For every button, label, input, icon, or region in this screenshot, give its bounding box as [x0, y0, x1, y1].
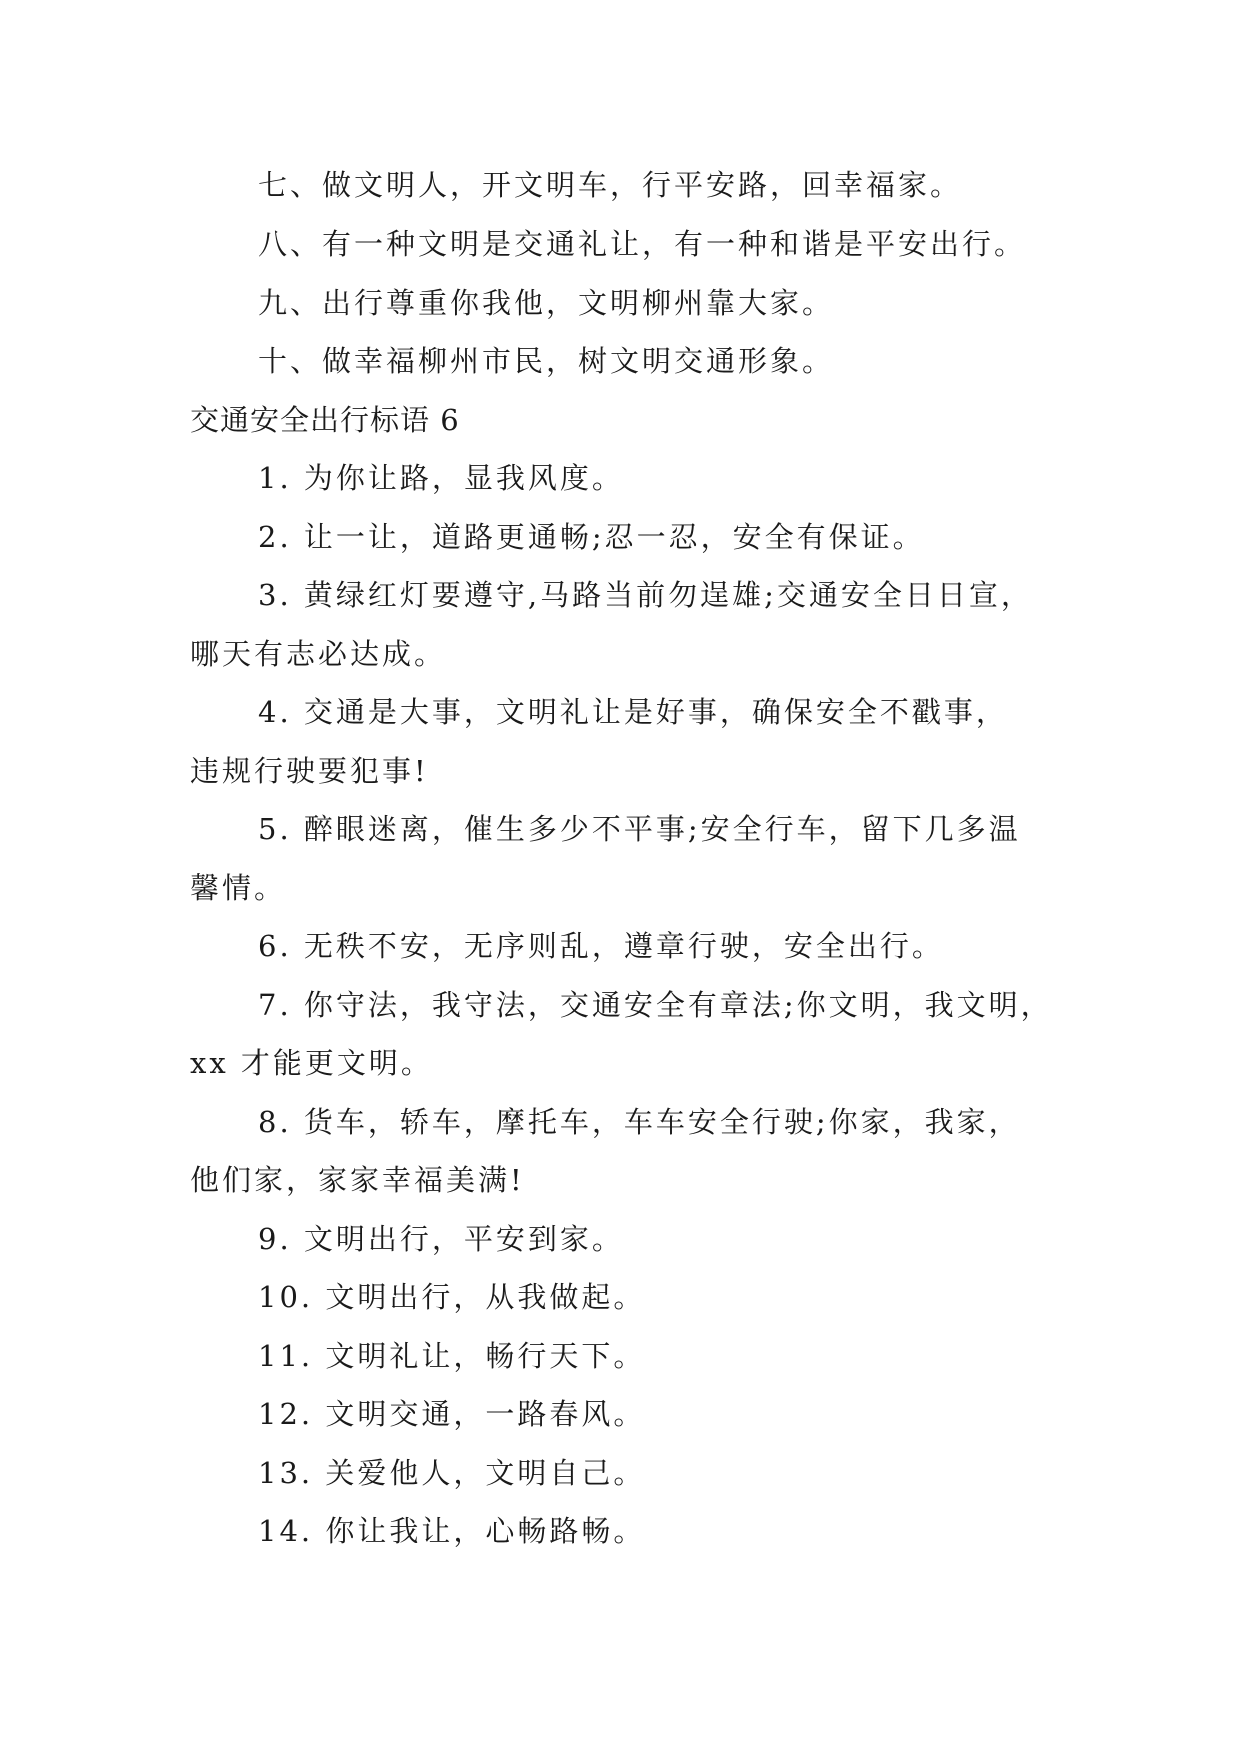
section-title: 交通安全出行标语 6: [190, 403, 460, 437]
list-item-7-continued: xx 才能更文明。: [190, 1046, 433, 1080]
list-item-8-continued: 他们家，家家幸福美满!: [190, 1163, 525, 1197]
list-item-3-continued: 哪天有志必达成。: [190, 637, 447, 671]
list-item-12: 12. 文明交通，一路春风。: [258, 1397, 646, 1431]
list-item-13: 13. 关爱他人，文明自己。: [258, 1456, 646, 1490]
list-item-7: 7. 你守法，我守法，交通安全有章法;你文明，我文明，: [258, 988, 1053, 1022]
list-item-9: 9. 文明出行，平安到家。: [258, 1222, 624, 1256]
list-item-14: 14. 你让我让，心畅路畅。: [258, 1514, 646, 1548]
slogan-item-8: 八、有一种文明是交通礼让，有一种和谐是平安出行。: [258, 227, 1027, 261]
list-item-5: 5. 醉眼迷离，催生多少不平事;安全行车，留下几多温: [258, 812, 1021, 846]
list-item-8: 8. 货车，轿车，摩托车，车车安全行驶;你家，我家，: [258, 1105, 1021, 1139]
slogan-item-7: 七、做文明人，开文明车，行平安路，回幸福家。: [258, 168, 963, 202]
list-item-3: 3. 黄绿红灯要遵守,马路当前勿逞雄;交通安全日日宣，: [258, 578, 1033, 612]
list-item-11: 11. 文明礼让，畅行天下。: [258, 1339, 646, 1373]
list-item-10: 10. 文明出行，从我做起。: [258, 1280, 646, 1314]
slogan-item-10: 十、做幸福柳州市民，树文明交通形象。: [258, 344, 835, 378]
list-item-4-continued: 违规行驶要犯事!: [190, 754, 429, 788]
slogan-item-9: 九、出行尊重你我他，文明柳州靠大家。: [258, 286, 835, 320]
list-item-2: 2. 让一让，道路更通畅;忍一忍，安全有保证。: [258, 520, 925, 554]
list-item-5-continued: 馨情。: [190, 871, 287, 905]
list-item-6: 6. 无秩不安，无序则乱，遵章行驶，安全出行。: [258, 929, 944, 963]
list-item-4: 4. 交通是大事，文明礼让是好事，确保安全不戳事，: [258, 695, 1008, 729]
list-item-1: 1. 为你让路，显我风度。: [258, 461, 624, 495]
